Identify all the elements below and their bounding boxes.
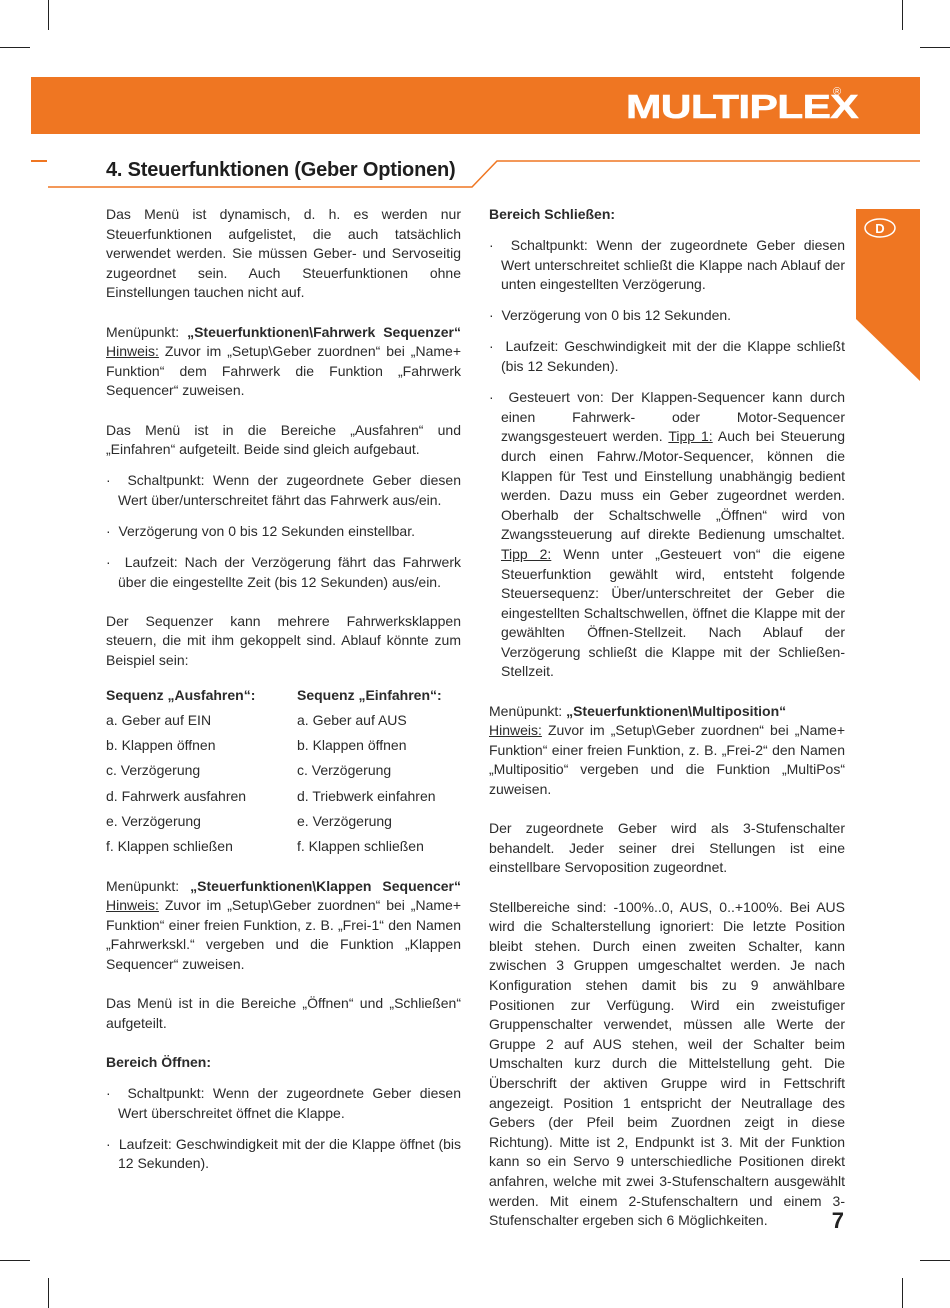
hint-paragraph <box>106 342 461 401</box>
sequence-intro: Der Sequenzer kann mehrere Fahrwerksklappen steuern, die mit ihm gekoppelt sind. Ablauf könnte zum Beispiel sein: <box>106 612 461 668</box>
crop-mark <box>48 1278 49 1308</box>
sections-paragraph: Das Menü ist in die Bereiche „Öffnen“ und „Schließen“ aufgeteilt. <box>106 995 461 1031</box>
hint-text: Zuvor im „Setup\Geber zuordnen“ bei „Name+ Funktion“ einer freien Funktion, z. B. „Frei-1“ den Namen „Fahrwerkskl.“ vergeben und die Funktion „Klappen Sequencer“ zuweisen. <box>106 897 461 973</box>
registered-mark: ® <box>833 86 842 98</box>
right-column <box>489 205 845 1231</box>
menu-title: „Steuerfunktionen\Multiposition“ <box>566 702 787 719</box>
list-item: · Schaltpunkt: Wenn der zugeordnete Geber diesen Wert unterschreitet schließt die Klappe nach Ablauf der unten eingestellten Verzögerung. <box>489 237 845 293</box>
menu-label: Menüpunkt: <box>106 323 180 340</box>
sequence-step: e. Verzögerung <box>297 813 392 830</box>
list-item: · Verzögerung von 0 bis 12 Sekunden. <box>489 307 732 324</box>
list-item: · Schaltpunkt: Wenn der zugeordnete Geber diesen Wert überschreitet öffnet die Klappe. <box>106 1085 461 1121</box>
tip-label: Tipp 1: <box>668 428 713 445</box>
intro-paragraph: Das Menü ist dynamisch, d. h. es werden nur Steuerfunktionen aufgelistet, die auch tatsächlich verwendet werden. Sie müssen Geber- und Servoseitig zugeordnet sein. Auch Steuerfunktionen ohne Einstellungen tauchen nicht auf. <box>106 206 461 301</box>
sequence-step: c. Verzögerung <box>297 762 392 779</box>
sequence-step: a. Geber auf AUS <box>297 711 407 728</box>
language-tab-label: D <box>875 221 885 236</box>
menu-klappen-paragraph <box>106 877 461 897</box>
sequence-step: a. Geber auf EIN <box>106 711 212 728</box>
list-item: · Schaltpunkt: Wenn der zugeordnete Geber diesen Wert über/unterschreitet fährt das Fahrwerk aus/ein. <box>106 472 461 508</box>
hint-label: Hinweis: <box>106 343 159 360</box>
crop-mark <box>920 47 950 48</box>
sections-paragraph: Das Menü ist in die Bereiche „Ausfahren“ und „Einfahren“ aufgeteilt. Beide sind gleich aufgebaut. <box>106 421 461 458</box>
page-title: 4. Steuerfunktionen (Geber Optionen) <box>106 159 456 181</box>
list-item: · Verzögerung von 0 bis 12 Sekunden einstellbar. <box>106 522 415 539</box>
multiplex-logo <box>624 88 864 124</box>
sequence-step: b. Klappen öffnen <box>297 737 407 754</box>
sequence-step: b. Klappen öffnen <box>106 737 216 754</box>
menu-label: Menüpunkt: <box>489 702 563 719</box>
sequence-in-title: Sequenz „Einfahren“: <box>297 686 442 703</box>
section-heading: Bereich Öffnen: <box>106 1053 212 1070</box>
menu-label: Menüpunkt: <box>106 877 180 894</box>
hint-label: Hinweis: <box>106 897 159 914</box>
sequence-step: d. Triebwerk einfahren <box>297 787 436 804</box>
tip-label: Tipp 2: <box>501 545 552 562</box>
left-column <box>106 205 461 1174</box>
crop-mark <box>920 1260 950 1261</box>
menu-title: „Steuerfunktionen\Klappen Sequencer“ <box>190 877 461 894</box>
list-item: · Gesteuert von: Der Klappen-Sequencer kann durch einen Fahrwerk- oder Motor-Sequencer zwangsgesteuert werden. Tipp 1: Auch bei Steuerung durch einen Fahrw./Motor-Sequencer, können die Klappen für Test und Einstellung unabhängig bedient werden. Dazu muss ein Geber zugeordnet werden. Oberhalb der Schaltschwelle „Öffnen“ wird von Zwangssteuerung auf direkte Bedienung umschaltet. Tipp 2: Wenn unter „Gesteuert von“ die eigene Steuerfunktion gewählt wird, entsteht folgende Steuersequenz: Über/unterschreitet der Geber die eingestellten Schaltschwellen, öffnet die Klappe mit der gewählten Öffnen-Stellzeit. Nach Ablauf der Verzögerung schließt die Klappe mit der Schließen-Stellzeit. <box>489 389 846 680</box>
hint-label: Hinweis: <box>489 722 542 739</box>
hint-text: Zuvor im „Setup\Geber zuordnen“ bei „Name+ Funktion“ einer freien Funktion, z. B. „Frei-2“ den Namen „Multipositio“ vergeben und die Funktion „MultiPos“ zuweisen. <box>489 722 845 798</box>
sequence-out-title: Sequenz „Ausfahren“: <box>106 686 256 703</box>
sequence-step: e. Verzögerung <box>106 813 201 830</box>
crop-mark <box>0 1260 30 1261</box>
crop-mark <box>0 47 30 48</box>
switch-paragraph: Der zugeordnete Geber wird als 3-Stufenschalter behandelt. Jeder seiner drei Stellungen ist eine einstellbare Servoposition zugeordnet. <box>489 820 845 876</box>
sequence-step: d. Fahrwerk ausfahren <box>106 787 247 804</box>
hint-paragraph <box>106 896 461 974</box>
sequence-step: f. Klappen schließen <box>106 838 233 855</box>
section-heading: Bereich Schließen: <box>489 206 616 222</box>
menu-title: „Steuerfunktionen\Fahrwerk Sequenzer“ <box>187 323 461 340</box>
list-item: · Laufzeit: Nach der Verzögerung fährt das Fahrwerk über die eingestellte Zeit (bis 12 Sekunden) aus/ein. <box>106 554 461 590</box>
sequence-step: c. Verzögerung <box>106 762 201 779</box>
hint-paragraph <box>489 721 845 799</box>
sequence-step: f. Klappen schließen <box>297 838 424 855</box>
crop-mark <box>48 0 49 30</box>
ranges-paragraph: Stellbereiche sind: -100%..0, AUS, 0..+100%. Bei AUS wird die Schalterstellung ignoriert: Die letzte Position bleibt stehen. Durch einen zweiten Schalter, kann zwischen 3 Gruppen umgeschaltet werden. Je nach Konfiguration stehen damit bis zu 9 anwählbare Positionen zur Verfügung. Wird ein zweistufiger Gruppenschalter verwendet, müssen alle Werte der Gruppe 2 auf AUS stehen, weil der Schalter beim Umschalten kurz durch die Mittelstellung geht. Die Überschrift der aktiven Gruppe wird in Fettschrift angezeigt. Position 1 entspricht der Neutrallage des Gebers (der Pfeil beim Zuordnen zeigt in diese Richtung). Mitte ist 2, Endpunkt ist 3. Mit der Funktion kann so ein Servo 9 unterschiedliche Positionen direkt anfahren, welche mit zwei 3-Stufenschaltern ausgewählt werden. Mit einem 2-Stufenschaltern und einem 3-Stufenschalter ergeben sich 6 Möglichkeiten. <box>489 898 845 1229</box>
sequence-table <box>106 686 461 863</box>
language-tab <box>856 209 920 381</box>
crop-mark <box>902 1278 903 1308</box>
page-number: 7 <box>831 1208 844 1233</box>
list-item: · Laufzeit: Geschwindigkeit mit der die Klappe öffnet (bis 12 Sekunden). <box>106 1135 462 1172</box>
menu-fahrwerk-paragraph <box>106 323 461 343</box>
crop-mark <box>902 0 903 30</box>
hint-text: Zuvor im „Setup\Geber zuordnen“ bei „Name+ Funktion“ dem Fahrwerk die Funktion „Fahrwerk Sequencer“ zuweisen. <box>106 343 461 399</box>
list-item: · Laufzeit: Geschwindigkeit mit der die Klappe schließt (bis 12 Sekunden). <box>489 338 845 375</box>
menu-multiposition-paragraph <box>489 702 845 722</box>
logo-text: MULTIPLEX <box>626 88 859 124</box>
